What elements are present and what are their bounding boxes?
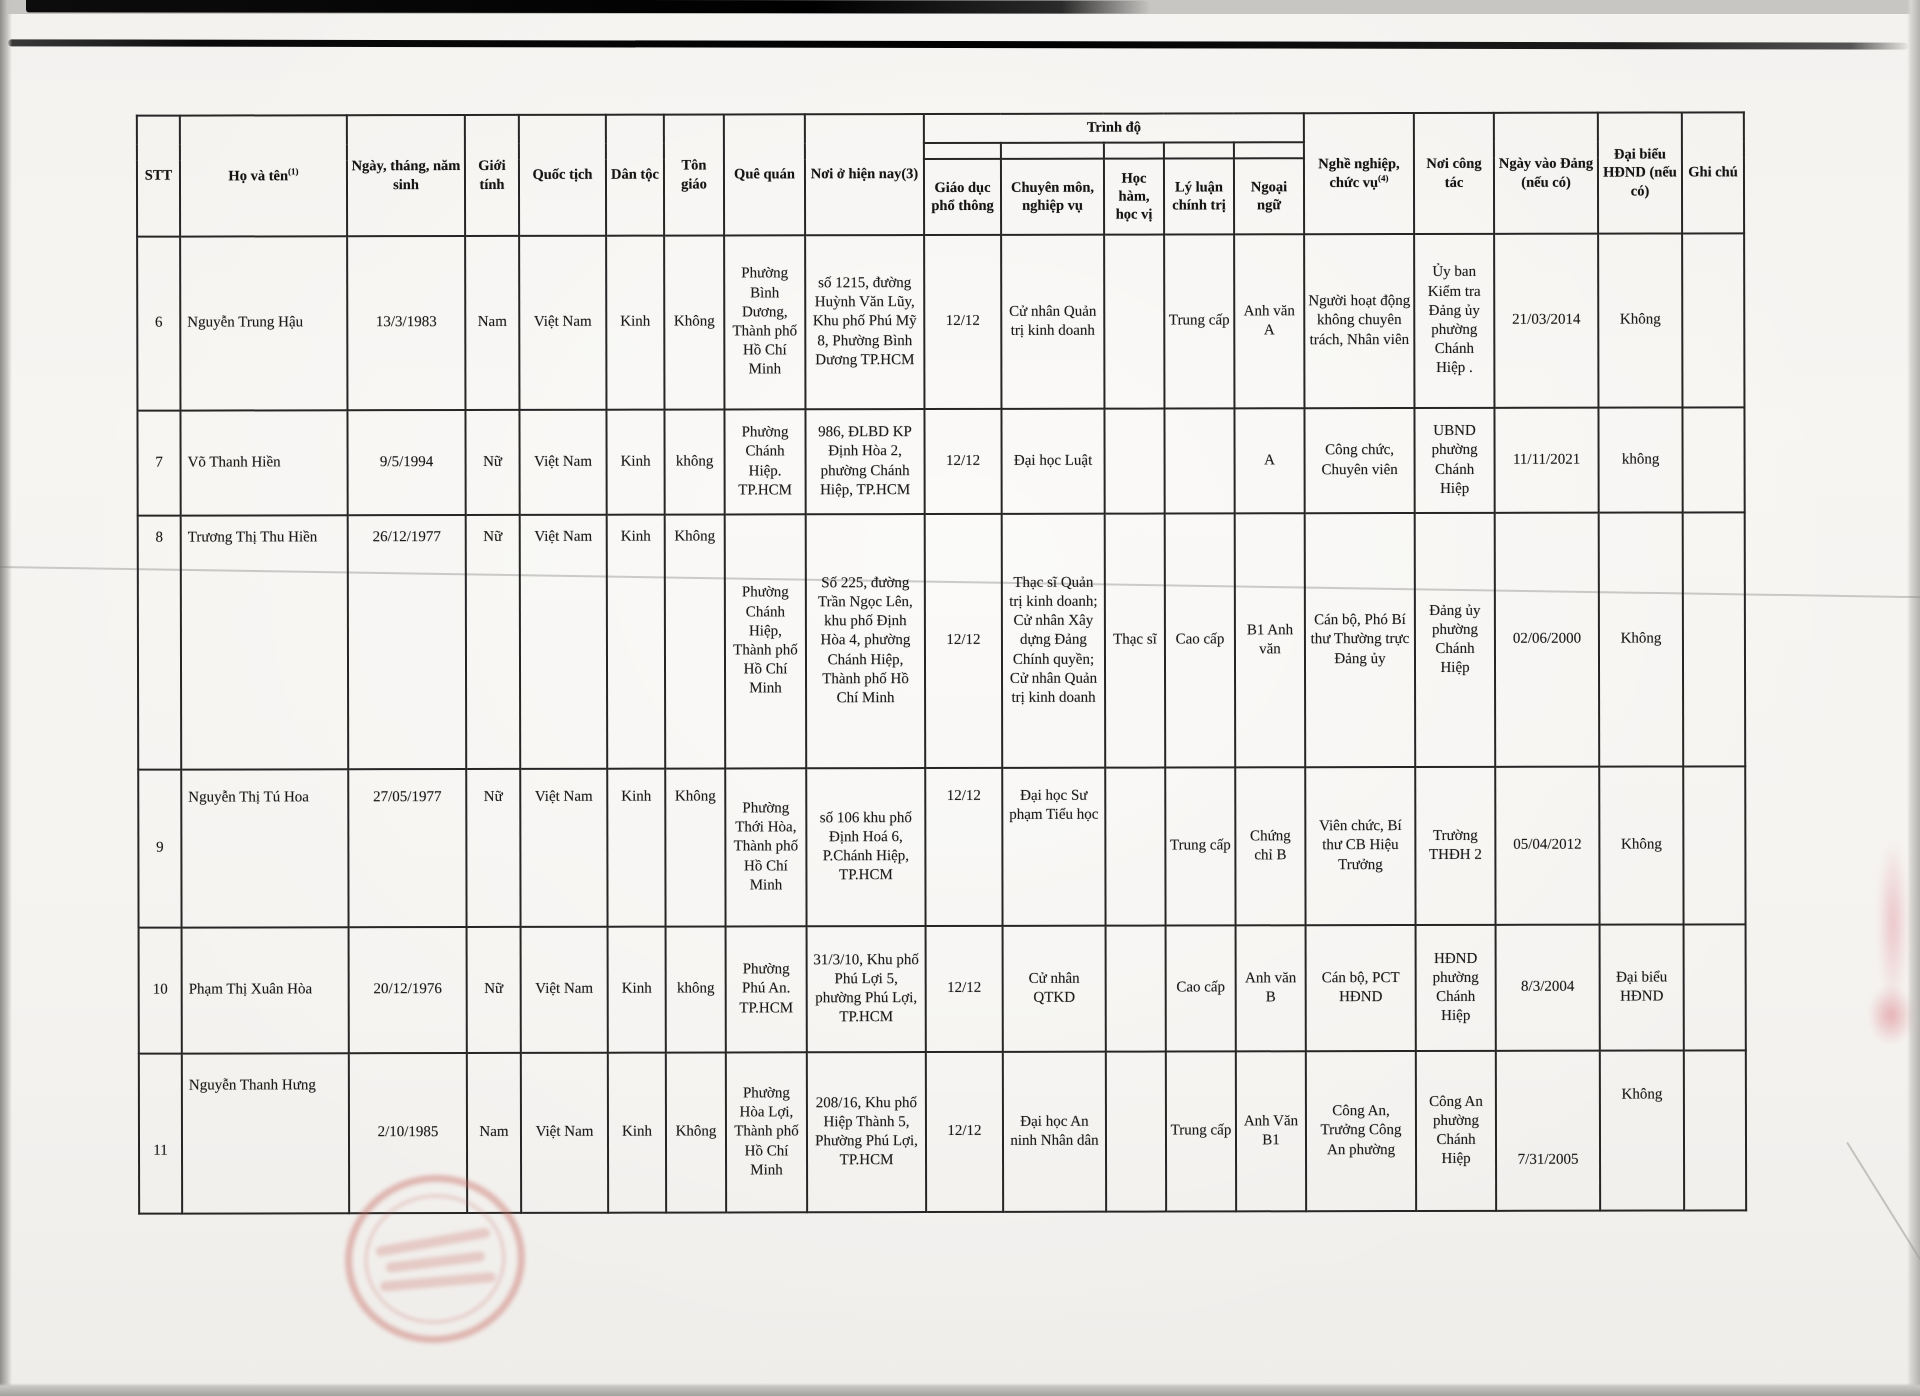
cell-academic: Thạc sĩ [1105,514,1166,768]
cell-stt: 7 [137,411,180,516]
cell-workplace: Trường THĐH 2 [1415,767,1495,925]
cell-workplace: Công An phường Chánh Hiệp [1416,1051,1496,1211]
cell-academic [1106,1052,1166,1212]
cell-council: Không [1600,1050,1684,1210]
cell-academic [1104,235,1164,409]
pink-smudge [1868,985,1914,1045]
col-header-nationality: Quốc tịch [519,115,606,236]
cell-occupation: Viên chức, Bí thư CB Hiệu Trưởng [1305,767,1415,925]
cell-council: Không [1598,233,1682,407]
col-header-name-footnote: (1) [288,166,299,177]
cell-party-date: 8/3/2004 [1496,925,1600,1051]
cell-name: Trương Thị Thu Hiền [181,515,349,769]
cell-nationality: Việt Nam [521,927,608,1053]
cell-politics: Trung cấp [1166,1051,1236,1211]
scanner-dark-line [8,39,1908,49]
cell-council: Đại biểu HĐND [1600,924,1684,1050]
col-header-ethnicity: Dân tộc [606,115,664,236]
col-header-politics: Lý luận chính trị [1164,158,1234,234]
cell-religion: Không [665,514,726,768]
col-header-gender: Giới tính [465,115,519,236]
cell-workplace: Ủy ban Kiểm tra Đảng ủy phường Chánh Hiệp . [1414,234,1494,408]
col-header-stt: STT [137,116,180,237]
cell-education: 12/12 [926,1052,1003,1212]
cell-politics: Trung cấp [1165,767,1235,925]
cell-nationality: Việt Nam [520,769,607,927]
cell-politics: Cao cấp [1165,513,1236,767]
cell-gender: Nữ [466,769,520,927]
cell-name: Nguyễn Trung Hậu [180,236,347,410]
col-group-header-trinh-do: Trình độ [924,113,1304,143]
cell-dob: 27/05/1977 [348,769,466,927]
cell-education: 12/12 [924,235,1001,409]
cell-note [1684,1050,1746,1210]
cell-professional: Đại học Sư phạm Tiểu học [1002,768,1105,926]
cell-gender: Nam [467,1053,521,1213]
cell-occupation: Công An, Trưởng Công An phường [1306,1051,1416,1211]
col-header-language: Ngoại ngữ [1234,158,1304,234]
cell-professional: Đại học Luật [1001,409,1104,514]
cell-hometown: Phường Chánh Hiệp. TP.HCM [724,409,805,514]
personnel-roster-table-wrap [136,111,1747,1214]
cell-stt: 10 [139,928,182,1054]
cell-occupation: Cán bộ, Phó Bí thư Thường trực Đảng ủy [1305,513,1416,767]
col-header-occupation-footnote: (4) [1378,173,1389,184]
cell-ethnicity: Kinh [606,410,664,515]
cell-note [1683,512,1746,766]
cell-ethnicity: Kinh [608,1053,666,1213]
cell-professional: Cử nhân QTKD [1003,926,1106,1052]
cell-stt: 9 [138,770,181,928]
cell-ethnicity: Kinh [606,236,664,410]
cell-language: Anh Văn B1 [1236,1051,1306,1211]
cell-gender: Nam [465,236,519,410]
col-header-occupation-label: Nghề nghiệp, chức vụ [1318,155,1400,192]
cell-workplace: UBND phường Chánh Hiệp [1414,408,1494,513]
cell-education: 12/12 [925,514,1003,768]
cell-education: 12/12 [925,768,1002,926]
col-header-name-label: Họ và tên [228,168,289,185]
cell-professional: Đại học An ninh Nhân dân [1003,1052,1106,1212]
cell-academic [1104,409,1164,514]
cell-council: Không [1599,512,1684,766]
cell-religion: Không [666,1052,726,1212]
cell-residence: 986, ĐLBD KP Định Hòa 2, phường Chánh Hiệp, TP.HCM [805,409,924,514]
cell-language: Chứng chỉ B [1235,767,1305,925]
table-row-9 [138,766,1745,927]
cell-council: Không [1599,766,1683,924]
col-header-note: Ghi chú [1682,112,1744,233]
page-bottom-edge [0,1383,1920,1396]
red-stamp [335,1165,534,1354]
cell-residence: 208/16, Khu phố Hiệp Thành 5, Phường Phú Lợi, TP.HCM [807,1052,926,1212]
cell-dob: 20/12/1976 [349,927,467,1053]
cell-workplace: Đảng ủy phường Chánh Hiệp [1415,513,1496,767]
cell-note [1682,407,1744,512]
table-header [137,112,1744,236]
col-header-residence: Nơi ở hiện nay(3) [805,114,924,235]
cell-politics: Cao cấp [1166,925,1236,1051]
cell-residence: Số 225, đường Trần Ngọc Lên, khu phố Định Hòa 4, phường Chánh Hiệp, Thành phố Hồ Chí Minh [806,514,926,768]
cell-hometown: Phường Hòa Lợi, Thành phố Hồ Chí Minh [726,1052,807,1212]
cell-note [1684,924,1746,1050]
cell-language: Anh văn B [1236,925,1306,1051]
cell-gender: Nữ [467,927,521,1053]
cell-name: Võ Thanh Hiền [180,410,347,515]
cell-name: Nguyễn Thanh Hưng [182,1053,349,1213]
cell-dob: 9/5/1994 [347,410,465,515]
col-header-religion: Tôn giáo [664,114,724,235]
header-spacer-cell [1104,143,1164,159]
cell-name: Nguyễn Thị Tú Hoa [181,769,348,927]
cell-occupation: Người hoạt động không chuyên trách, Nhân viên [1304,234,1414,408]
table-row-7 [137,407,1744,515]
header-spacer-cell [1234,142,1304,158]
cell-party-date: 05/04/2012 [1495,767,1599,925]
col-header-occupation [1304,113,1414,234]
cell-professional: Cử nhân Quản trị kinh doanh [1001,235,1104,409]
table-row-8 [138,512,1746,769]
cell-party-date: 11/11/2021 [1494,408,1598,513]
cell-religion: Không [665,768,725,926]
cell-residence: 31/3/10, Khu phố Phú Lợi 5, phường Phú Lợi, TP.HCM [807,926,926,1052]
cell-party-date: 7/31/2005 [1496,1051,1600,1211]
cell-gender: Nữ [466,515,521,769]
cell-religion: không [666,926,726,1052]
col-header-professional: Chuyên môn, nghiệp vụ [1001,159,1104,235]
col-header-workplace: Nơi công tác [1414,113,1494,234]
cell-dob: 2/10/1985 [349,1053,467,1213]
pink-smudge [1878,840,1908,1005]
page-right-edge [1907,0,1920,1396]
cell-stt: 11 [139,1054,182,1214]
cell-gender: Nữ [465,410,519,515]
cell-academic [1105,768,1165,926]
header-spacer-cell [924,143,1001,159]
cell-language: B1 Anh văn [1235,513,1306,767]
cell-education: 12/12 [924,409,1001,514]
cell-nationality: Việt Nam [519,236,606,410]
scanner-dark-bar-top [26,0,1151,14]
cell-ethnicity: Kinh [607,515,666,769]
col-header-party-date: Ngày vào Đảng (nếu có) [1494,113,1598,234]
cell-nationality: Việt Nam [521,1053,608,1213]
page-left-edge [0,0,12,1396]
header-spacer-cell [1164,142,1234,158]
col-header-council: Đại biểu HĐND (nếu có) [1598,112,1682,233]
cell-education: 12/12 [926,926,1003,1052]
cell-hometown: Phường Phú An. TP.HCM [726,926,807,1052]
cell-language: A [1234,408,1304,513]
personnel-roster-table [136,111,1747,1214]
cell-stt: 8 [138,516,182,770]
cell-ethnicity: Kinh [607,769,665,927]
cell-name: Phạm Thị Xuân Hòa [182,927,349,1053]
cell-academic [1106,926,1166,1052]
header-spacer-cell [1001,143,1104,159]
table-row-10 [139,924,1746,1053]
col-header-academic: Học hàm, học vị [1104,159,1164,235]
cell-politics: Trung cấp [1164,234,1234,408]
table-body [137,233,1746,1213]
cell-residence: số 1215, đường Huỳnh Văn Lũy, Khu phố Phú Mỹ 8, Phường Bình Dương TP.HCM [805,235,924,409]
cell-religion: Không [664,235,724,409]
cell-religion: không [664,409,724,514]
cell-council: không [1598,407,1682,512]
cell-residence: số 106 khu phố Định Hoá 6, P.Chánh Hiệp, TP.HCM [806,768,925,926]
cell-hometown: Phường Bình Dương, Thành phố Hồ Chí Minh [724,235,805,409]
cell-hometown: Phường Chánh Hiệp, Thành phố Hồ Chí Minh [725,514,807,768]
cell-dob: 13/3/1983 [347,236,465,410]
cell-nationality: Việt Nam [519,410,606,515]
col-header-dob: Ngày, tháng, năm sinh [347,115,465,236]
cell-occupation: Công chức, Chuyên viên [1304,408,1414,513]
cell-hometown: Phường Thới Hòa, Thành phố Hồ Chí Minh [725,768,806,926]
cell-party-date: 02/06/2000 [1495,513,1600,767]
cell-dob: 26/12/1977 [348,515,467,769]
cell-party-date: 21/03/2014 [1494,234,1598,408]
cell-ethnicity: Kinh [608,927,666,1053]
table-row-6 [137,233,1744,410]
cell-language: Anh văn A [1234,234,1304,408]
col-header-hometown: Quê quán [724,114,805,235]
cell-nationality: Việt Nam [520,515,608,769]
col-header-name [180,115,347,236]
cell-stt: 6 [137,237,180,411]
cell-politics [1164,408,1234,513]
col-header-education: Giáo dục phổ thông [924,159,1001,235]
cell-occupation: Cán bộ, PCT HĐND [1306,925,1416,1051]
cell-note [1683,766,1745,924]
cell-note [1682,233,1744,407]
cell-professional: Thạc sĩ Quản trị kinh doanh; Cử nhân Xây dựng Đảng Chính quyền; Cử nhân Quản trị kinh doanh [1002,514,1106,768]
cell-workplace: HĐND phường Chánh Hiệp [1416,925,1496,1051]
